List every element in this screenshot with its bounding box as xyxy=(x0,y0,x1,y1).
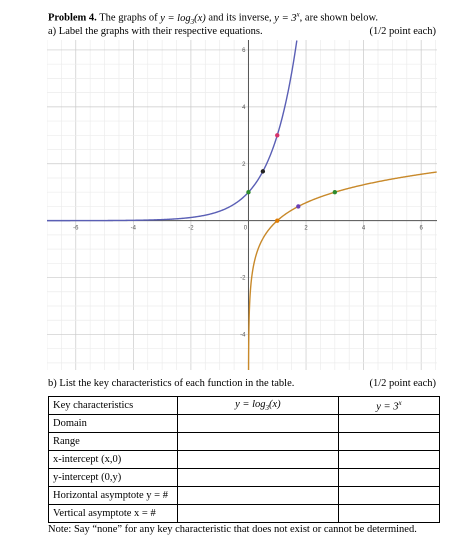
table-row xyxy=(49,505,440,523)
x-tick-label: 6 xyxy=(419,225,423,232)
note: Note: Say “none” for any key characteristic that does not exist or cannot be determined. xyxy=(48,524,417,535)
row-label: Domain xyxy=(49,415,178,433)
table-row xyxy=(49,415,440,433)
y-tick-label: 6 xyxy=(242,47,246,54)
function-graph xyxy=(47,40,437,370)
answer-cell[interactable] xyxy=(178,505,339,523)
x-tick-label: 2 xyxy=(304,225,308,232)
answer-cell[interactable] xyxy=(178,433,339,451)
x-tick-label: -2 xyxy=(188,225,194,232)
row-label: Horizontal asymptote y = # xyxy=(49,487,178,505)
log-equation: $y = \log_3(x)$ xyxy=(160,12,206,26)
x-tick-label: -6 xyxy=(73,225,79,232)
answer-cell[interactable] xyxy=(338,415,439,433)
graph-point xyxy=(246,190,250,194)
x-tick-label: 0 xyxy=(243,225,248,232)
graph-point xyxy=(275,218,279,222)
answer-cell[interactable] xyxy=(338,433,439,451)
y-tick-label: -2 xyxy=(240,275,246,282)
answer-cell[interactable] xyxy=(178,469,339,487)
part-a-label: a) Label the graphs with their respective equations. xyxy=(48,26,263,37)
graph-point xyxy=(275,133,279,137)
problem-text: The graphs of xyxy=(96,12,161,24)
y-tick-label: -4 xyxy=(240,332,246,339)
graph-point xyxy=(296,204,300,208)
x-tick-label: 4 xyxy=(361,225,366,232)
table-header-row xyxy=(49,397,440,415)
row-label: Range xyxy=(49,433,178,451)
part-b-points: (1/2 point each) xyxy=(369,378,436,389)
characteristics-table xyxy=(48,396,440,523)
table-row xyxy=(49,469,440,487)
answer-cell[interactable] xyxy=(338,487,439,505)
header-key: Key characteristics xyxy=(49,397,178,415)
graph-point xyxy=(261,169,265,173)
y-tick-label: 4 xyxy=(242,104,246,111)
answer-cell[interactable] xyxy=(338,505,439,523)
header-exp: $y = 3^x$ xyxy=(338,397,439,415)
answer-cell[interactable] xyxy=(178,487,339,505)
answer-cell[interactable] xyxy=(338,451,439,469)
problem-heading xyxy=(48,10,378,26)
answer-cell[interactable] xyxy=(178,415,339,433)
table-row xyxy=(49,451,440,469)
part-b-label: b) List the key characteristics of each function in the table. xyxy=(48,378,295,389)
exp-equation: $y = 3^x$ xyxy=(274,10,300,24)
row-label: y-intercept (0,y) xyxy=(49,469,178,487)
problem-text-mid: and its inverse, xyxy=(205,12,275,24)
exp-curve xyxy=(47,41,297,221)
header-log: $y = \log_3(x)$ xyxy=(178,397,339,415)
row-label: x-intercept (x,0) xyxy=(49,451,178,469)
problem-number: Problem 4. xyxy=(48,12,97,24)
y-tick-label: 2 xyxy=(242,161,246,168)
answer-cell[interactable] xyxy=(178,451,339,469)
x-tick-label: -4 xyxy=(130,225,137,232)
graph-point xyxy=(333,190,337,194)
table-row xyxy=(49,487,440,505)
table-row xyxy=(49,433,440,451)
part-a-points: (1/2 point each) xyxy=(369,26,436,37)
problem-text-end: , are shown below. xyxy=(299,12,378,24)
answer-cell[interactable] xyxy=(338,469,439,487)
row-label: Vertical asymptote x = # xyxy=(49,505,178,523)
log-curve xyxy=(249,172,437,370)
